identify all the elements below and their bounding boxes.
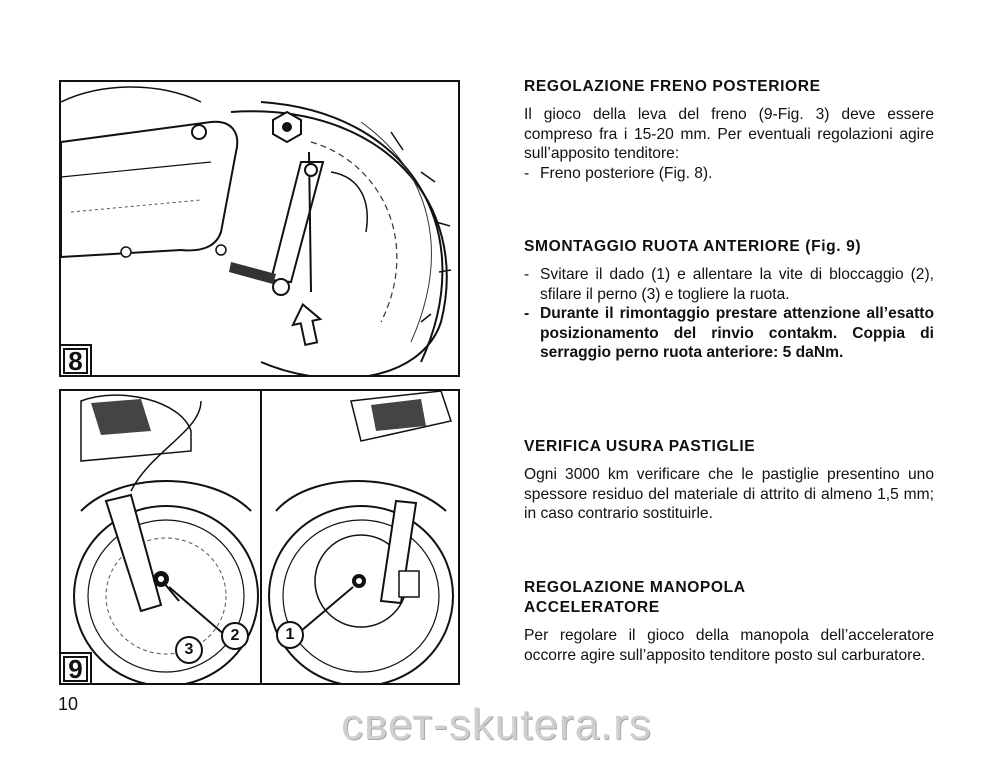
figure-number-8 bbox=[61, 344, 92, 375]
section-paragraph: Ogni 3000 km verificare che le pastiglie presentino uno spessore residuo del materiale di attrito di almeno 1,5 mm; in caso contrario sostituirle. bbox=[524, 466, 934, 522]
figure-number-9 bbox=[61, 652, 92, 683]
callout-2 bbox=[221, 622, 249, 650]
front-wheel-drawing bbox=[61, 391, 460, 685]
figure-8-rear-brake-illustration bbox=[59, 80, 460, 377]
section-heading: REGOLAZIONE FRENO POSTERIORE bbox=[524, 78, 821, 95]
list-item-text: Freno posteriore (Fig. 8). bbox=[540, 164, 713, 182]
section-rear-brake-adjustment bbox=[524, 77, 934, 183]
list-dash: - bbox=[524, 305, 530, 322]
watermark: свет-skutera.rs bbox=[341, 700, 652, 749]
callout-1-label: 1 bbox=[285, 626, 295, 643]
callout-3-label: 3 bbox=[184, 641, 194, 658]
list-item bbox=[524, 265, 934, 304]
section-heading: VERIFICA USURA PASTIGLIE bbox=[524, 438, 756, 455]
section-list bbox=[524, 164, 934, 184]
section-paragraph: Per regolare il gioco della manopola dell’acceleratore occorre agire sull’apposito tenditore posto sul carburatore. bbox=[524, 627, 934, 664]
callout-1 bbox=[276, 621, 304, 649]
list-item bbox=[524, 164, 934, 184]
list-item-text: Svitare il dado (1) e allentare la vite di bloccaggio (2), sfilare il perno (3) e togliere la ruota. bbox=[540, 266, 934, 303]
figure-number-9-label: 9 bbox=[63, 656, 87, 682]
section-front-wheel-removal bbox=[524, 237, 934, 363]
section-heading: SMONTAGGIO RUOTA ANTERIORE (Fig. 9) bbox=[524, 238, 862, 255]
page-number: 10 bbox=[58, 694, 79, 714]
section-brake-pad-wear-check bbox=[524, 437, 934, 524]
list-dash: - bbox=[524, 266, 530, 283]
callout-2-label: 2 bbox=[230, 627, 240, 644]
list-item-text: Durante il rimontaggio prestare attenzione all’esatto posizionamento del rinvio contakm. Coppia di serraggio perno ruota anteriore: 5 daNm. bbox=[540, 305, 934, 361]
figure-9-front-wheel-illustration bbox=[59, 389, 460, 685]
section-throttle-grip-adjustment bbox=[524, 578, 934, 665]
section-heading: REGOLAZIONE MANOPOLA ACCELERATORE bbox=[524, 579, 746, 616]
section-paragraph: Il gioco della leva del freno (9-Fig. 3) deve essere compreso fra i 15-20 mm. Per eventuali regolazioni agire sull’apposito tenditore: bbox=[524, 106, 934, 162]
figure-number-8-label: 8 bbox=[63, 348, 87, 374]
section-list bbox=[524, 265, 934, 363]
callout-3 bbox=[175, 636, 203, 664]
list-item bbox=[524, 304, 934, 363]
list-dash: - bbox=[524, 164, 530, 182]
rear-brake-drawing bbox=[61, 82, 460, 377]
